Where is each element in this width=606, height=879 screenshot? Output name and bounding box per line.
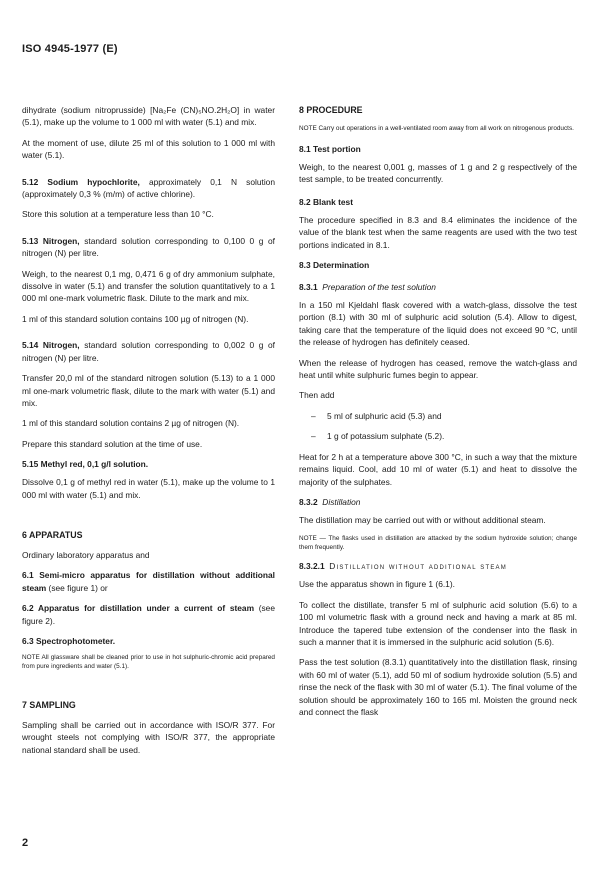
- section-number: 8.3.2.1: [299, 561, 325, 572]
- paragraph: 1 ml of this standard solution contains 2 µg of nitrogen (N).: [22, 418, 240, 429]
- subsection-title: Distillation: [322, 496, 361, 507]
- section-text: (see figure 2).: [22, 603, 275, 626]
- list-item-text: 1 g of potassium sulphate (5.2).: [327, 431, 445, 442]
- paragraph: When the release of hydrogen has ceased, remove the watch-glass and heat until white sulphuric fumes begin to appear.: [299, 357, 577, 381]
- section-heading: 8.3 Determination: [299, 260, 370, 271]
- dash-mark: –: [311, 431, 316, 442]
- paragraph: Ordinary laboratory apparatus and: [22, 549, 150, 560]
- dash-mark: –: [311, 410, 316, 421]
- subsection-heading: [299, 496, 577, 508]
- section-heading: 7 SAMPLING: [22, 699, 76, 710]
- paragraph: In a 150 ml Kjeldahl flask covered with a watch-glass, dissolve the test portion (8.1) with 30 ml of sulphuric acid solution (5.4). Allow to digest, taking care that the temperature of the liquid does not exceed 90 °C, until the release of hydrogen has definitely ceased.: [299, 300, 577, 348]
- section-5-12: [22, 176, 275, 201]
- page-number: 2: [22, 837, 29, 849]
- paragraph: Then add: [299, 390, 335, 401]
- section-heading: 6.2 Apparatus for distillation under a current of steam: [22, 603, 255, 614]
- section-5-14: [22, 339, 275, 364]
- section-text: approximately 0,1 N solution (approximately 0,3 % (m/m) of active chlorine).: [22, 176, 275, 200]
- paragraph: dihydrate (sodium nitroprusside) [Na₂Fe (CN)₅NO.2H₂O] in water (5.1), make up the volume to 1 000 ml with water (5.1) and mix.: [22, 105, 275, 128]
- paragraph: Heat for 2 h at a temperature above 300 °C, in such a way that the mixture remains liquid. Cool, add 10 ml of water (5.1) and heat to dissolve the majority of the sulphates.: [299, 451, 577, 487]
- section-heading: 5.12 Sodium hypochlorite,: [22, 176, 140, 187]
- list-item: [299, 410, 577, 422]
- section-heading: 5.14 Nitrogen,: [22, 340, 80, 351]
- note: NOTE All glassware shall be cleaned prior to use in hot sulphuric-chromic acid prepared from pure ingredients and water (5.1).: [22, 653, 275, 670]
- subsection-title: Distillation without additional steam: [329, 561, 507, 572]
- section-heading: 5.15 Methyl red, 0,1 g/l solution.: [22, 459, 149, 470]
- note: NOTE — The flasks used in distillation are attacked by the sodium hydroxide solution; change them frequently.: [299, 535, 577, 552]
- paragraph: Pass the test solution (8.3.1) quantitatively into the distillation flask, rinsing with 60 ml of water (5.1), add 50 ml of sodium hydroxide solution (5.5) and rinse the neck of the flask with 30 ml of water (5.1). The final volume of the solution should be approximately 160 to 165 ml. Moisten the ground neck and connect the flask: [299, 657, 577, 717]
- paragraph: Prepare this standard solution at the time of use.: [22, 438, 203, 449]
- section-6-2: [22, 602, 275, 627]
- section-heading: 6 APPARATUS: [22, 529, 83, 540]
- paragraph: The distillation may be carried out with or without additional steam.: [299, 514, 546, 525]
- right-column: [299, 104, 577, 726]
- document-header: ISO 4945-1977 (E): [22, 43, 118, 55]
- section-6-1: [22, 569, 275, 594]
- paragraph: Transfer 20,0 ml of the standard nitrogen solution (5.13) to a 1 000 ml one-mark volumetric flask, dilute to the mark with water (5.1) and mix.: [22, 373, 275, 408]
- paragraph: At the moment of use, dilute 25 ml of this solution to 1 000 ml with water (5.1).: [22, 137, 275, 161]
- section-text: (see figure 1) or: [46, 582, 108, 593]
- section-number: 8.3.2: [299, 496, 318, 507]
- section-text: standard solution corresponding to 0,100 0 g of nitrogen (N) per litre.: [22, 235, 275, 259]
- paragraph: 1 ml of this standard solution contains 100 µg of nitrogen (N).: [22, 313, 249, 324]
- paragraph: Store this solution at a temperature less than 10 °C.: [22, 209, 214, 220]
- paragraph: To collect the distillate, transfer 5 ml of sulphuric acid solution (5.6) to a 100 ml volumetric flask with a ground neck and having a mark at 85 ml. Introduce the tapered tube extension of the condenser into the flask in such a manner that it is immersed in the sulphuric acid solution (5.6).: [299, 599, 577, 647]
- subsection-heading: [299, 560, 577, 572]
- subsection-title: Preparation of the test solution: [322, 282, 436, 293]
- section-heading: 6.1 Semi-micro apparatus for distillation without additional steam: [22, 570, 275, 593]
- section-heading: 8.1 Test portion: [299, 144, 361, 154]
- paragraph: Sampling shall be carried out in accordance with ISO/R 377. For wrought steels not complying with ISO/R 377, the appropriate national standard shall be used.: [22, 719, 275, 755]
- left-column: [22, 104, 275, 764]
- section-5-13: [22, 235, 275, 260]
- section-heading: 8.2 Blank test: [299, 196, 353, 207]
- section-heading: 5.13 Nitrogen,: [22, 235, 80, 246]
- paragraph: The procedure specified in 8.3 and 8.4 eliminates the incidence of the value of the blank test when the same reagents are used with the two test portions indicated in 8.1.: [299, 214, 577, 250]
- paragraph: Use the apparatus shown in figure 1 (6.1).: [299, 579, 455, 590]
- list-item: [299, 430, 577, 442]
- paragraph: Dissolve 0,1 g of methyl red in water (5.1), make up the volume to 1 000 ml with water (5.1) and mix.: [22, 477, 275, 500]
- list-item-text: 5 ml of sulphuric acid (5.3) and: [327, 410, 442, 421]
- paragraph: Weigh, to the nearest 0,001 g, masses of 1 g and 2 g respectively of the test sample, to be treated concurrently.: [299, 162, 577, 185]
- note: NOTE Carry out operations in a well-ventilated room away from all work on nitrogenous products.: [299, 125, 574, 132]
- paragraph: Weigh, to the nearest 0,1 mg, 0,471 6 g of dry ammonium sulphate, dissolve in water (5.1) and transfer the solution quantitatively to a 1 000 ml one-mark volumetric flask. Dilute to the mark and mix.: [22, 268, 275, 304]
- section-heading: 8 PROCEDURE: [299, 105, 363, 115]
- section-number: 8.3.1: [299, 282, 318, 293]
- section-text: standard solution corresponding to 0,002 0 g of nitrogen (N) per litre.: [22, 340, 275, 363]
- section-heading: 6.3 Spectrophotometer.: [22, 635, 116, 646]
- subsection-heading: [299, 281, 577, 293]
